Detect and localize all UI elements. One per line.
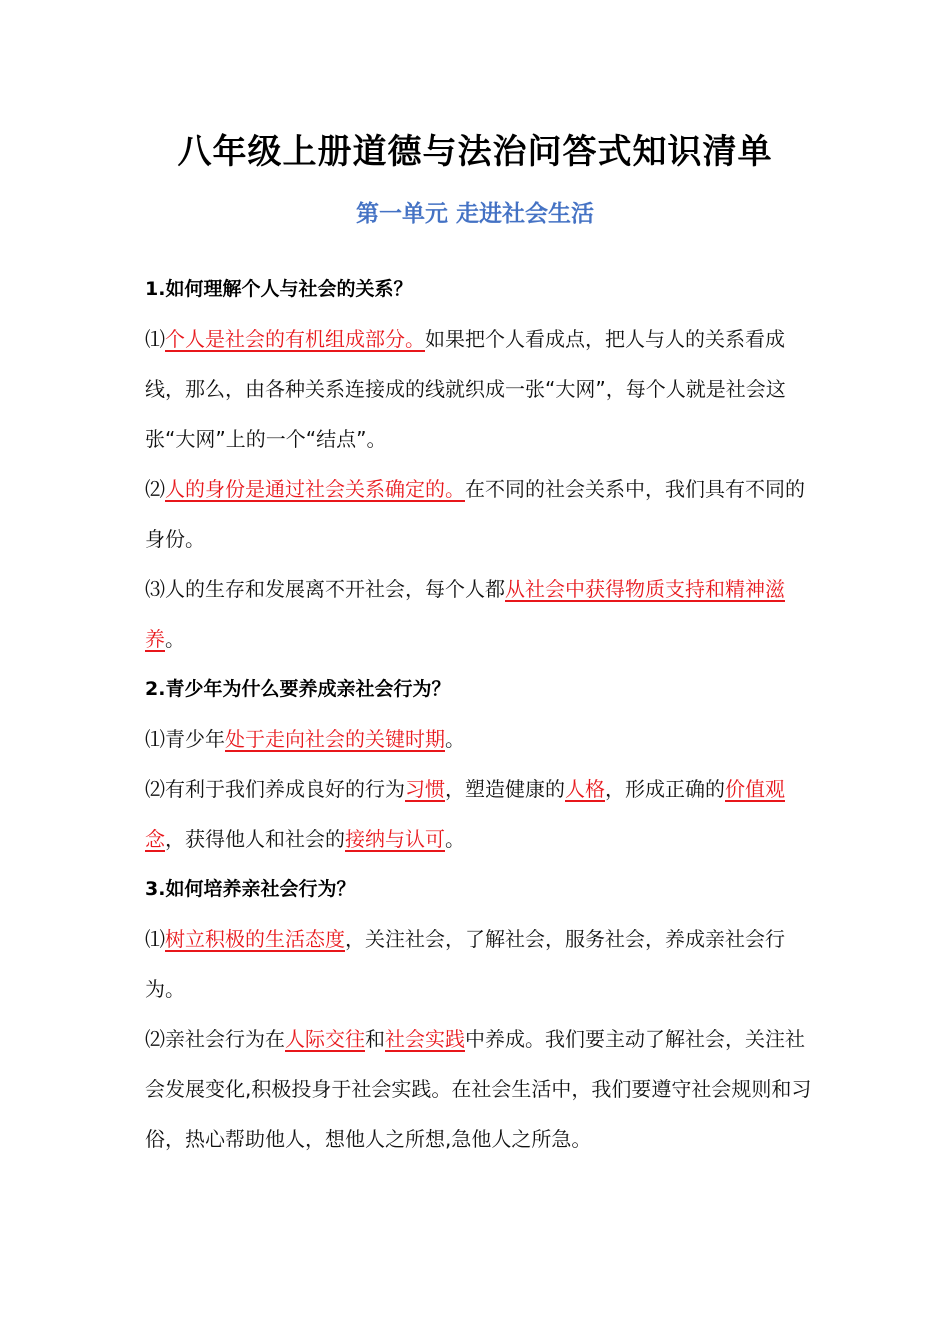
unit-title: 第一单元 走进社会生活 [355, 201, 594, 227]
point-text: ，形成正确的 [605, 777, 725, 801]
key-point-highlight: 树立积极的生活态度 [165, 927, 345, 951]
question-1-point-1 [145, 314, 813, 464]
point-text: ，塑造健康的 [445, 777, 565, 801]
question-3-point-2 [145, 1014, 813, 1164]
document-body [145, 264, 813, 1164]
point-number: ⑴ [145, 327, 165, 351]
point-text: 有利于我们养成良好的行为 [165, 777, 405, 801]
question-2-point-2 [145, 764, 813, 864]
point-number: ⑴ [145, 927, 165, 951]
point-number: ⑴ [145, 727, 165, 751]
point-number: ⑵ [145, 1027, 165, 1051]
key-point-highlight: 人的身份是通过社会关系确定的。 [165, 477, 465, 501]
point-text: 和 [365, 1027, 385, 1051]
page-title: 八年级上册道德与法治问答式知识清单 [177, 132, 773, 172]
point-text: 青少年 [165, 727, 225, 751]
question-2-point-1 [145, 714, 813, 764]
point-text: 人的生存和发展离不开社会，每个人都 [165, 577, 505, 601]
question-1-point-2 [145, 464, 813, 564]
question-2-title: 2.青少年为什么要养成亲社会行为？ [145, 678, 451, 700]
point-text: ，获得他人和社会的 [165, 827, 345, 851]
key-point-highlight: 社会实践 [385, 1027, 465, 1051]
point-text-end: 。 [445, 827, 465, 851]
key-point-highlight: 接纳与认可 [345, 827, 445, 851]
question-3-title: 3.如何培养亲社会行为？ [145, 878, 356, 900]
point-text: 如果把个人看成点，把人与人的关系看成线，那么，由各种关系连接成的线就织成一张“大网”，每个人就是社会这张“大网”上的一个“结点”。 [145, 327, 786, 451]
point-text-end: 。 [165, 627, 185, 651]
key-point-highlight: 处于走向社会的关键时期 [225, 727, 445, 751]
key-point-highlight: 个人是社会的有机组成部分。 [165, 327, 425, 351]
point-text: 亲社会行为在 [165, 1027, 285, 1051]
key-point-highlight: 习惯 [405, 777, 445, 801]
point-number: ⑶ [145, 577, 165, 601]
point-text: 中养成。我们要主动了解社会，关注社会发展变化,积极投身于社会实践。在社会生活中，我们要遵守社会规则和习俗，热心帮助他人，想他人之所想,急他人之所急。 [145, 1027, 812, 1151]
point-text-end: 。 [445, 727, 465, 751]
question-1-point-3 [145, 564, 813, 664]
question-1-title: 1.如何理解个人与社会的关系？ [145, 278, 413, 300]
key-point-highlight: 人格 [565, 777, 605, 801]
key-point-highlight: 人际交往 [285, 1027, 365, 1051]
key-point-highlight: 从社会中获得物质支持和精神滋养 [145, 577, 785, 651]
point-text: 在不同的社会关系中，我们具有不同的身份。 [145, 477, 805, 551]
point-number: ⑵ [145, 777, 165, 801]
question-3-point-1 [145, 914, 813, 1014]
key-point-highlight: 价值观念 [145, 777, 785, 851]
point-number: ⑵ [145, 477, 165, 501]
point-text: ，关注社会，了解社会，服务社会，养成亲社会行为。 [145, 927, 785, 1001]
